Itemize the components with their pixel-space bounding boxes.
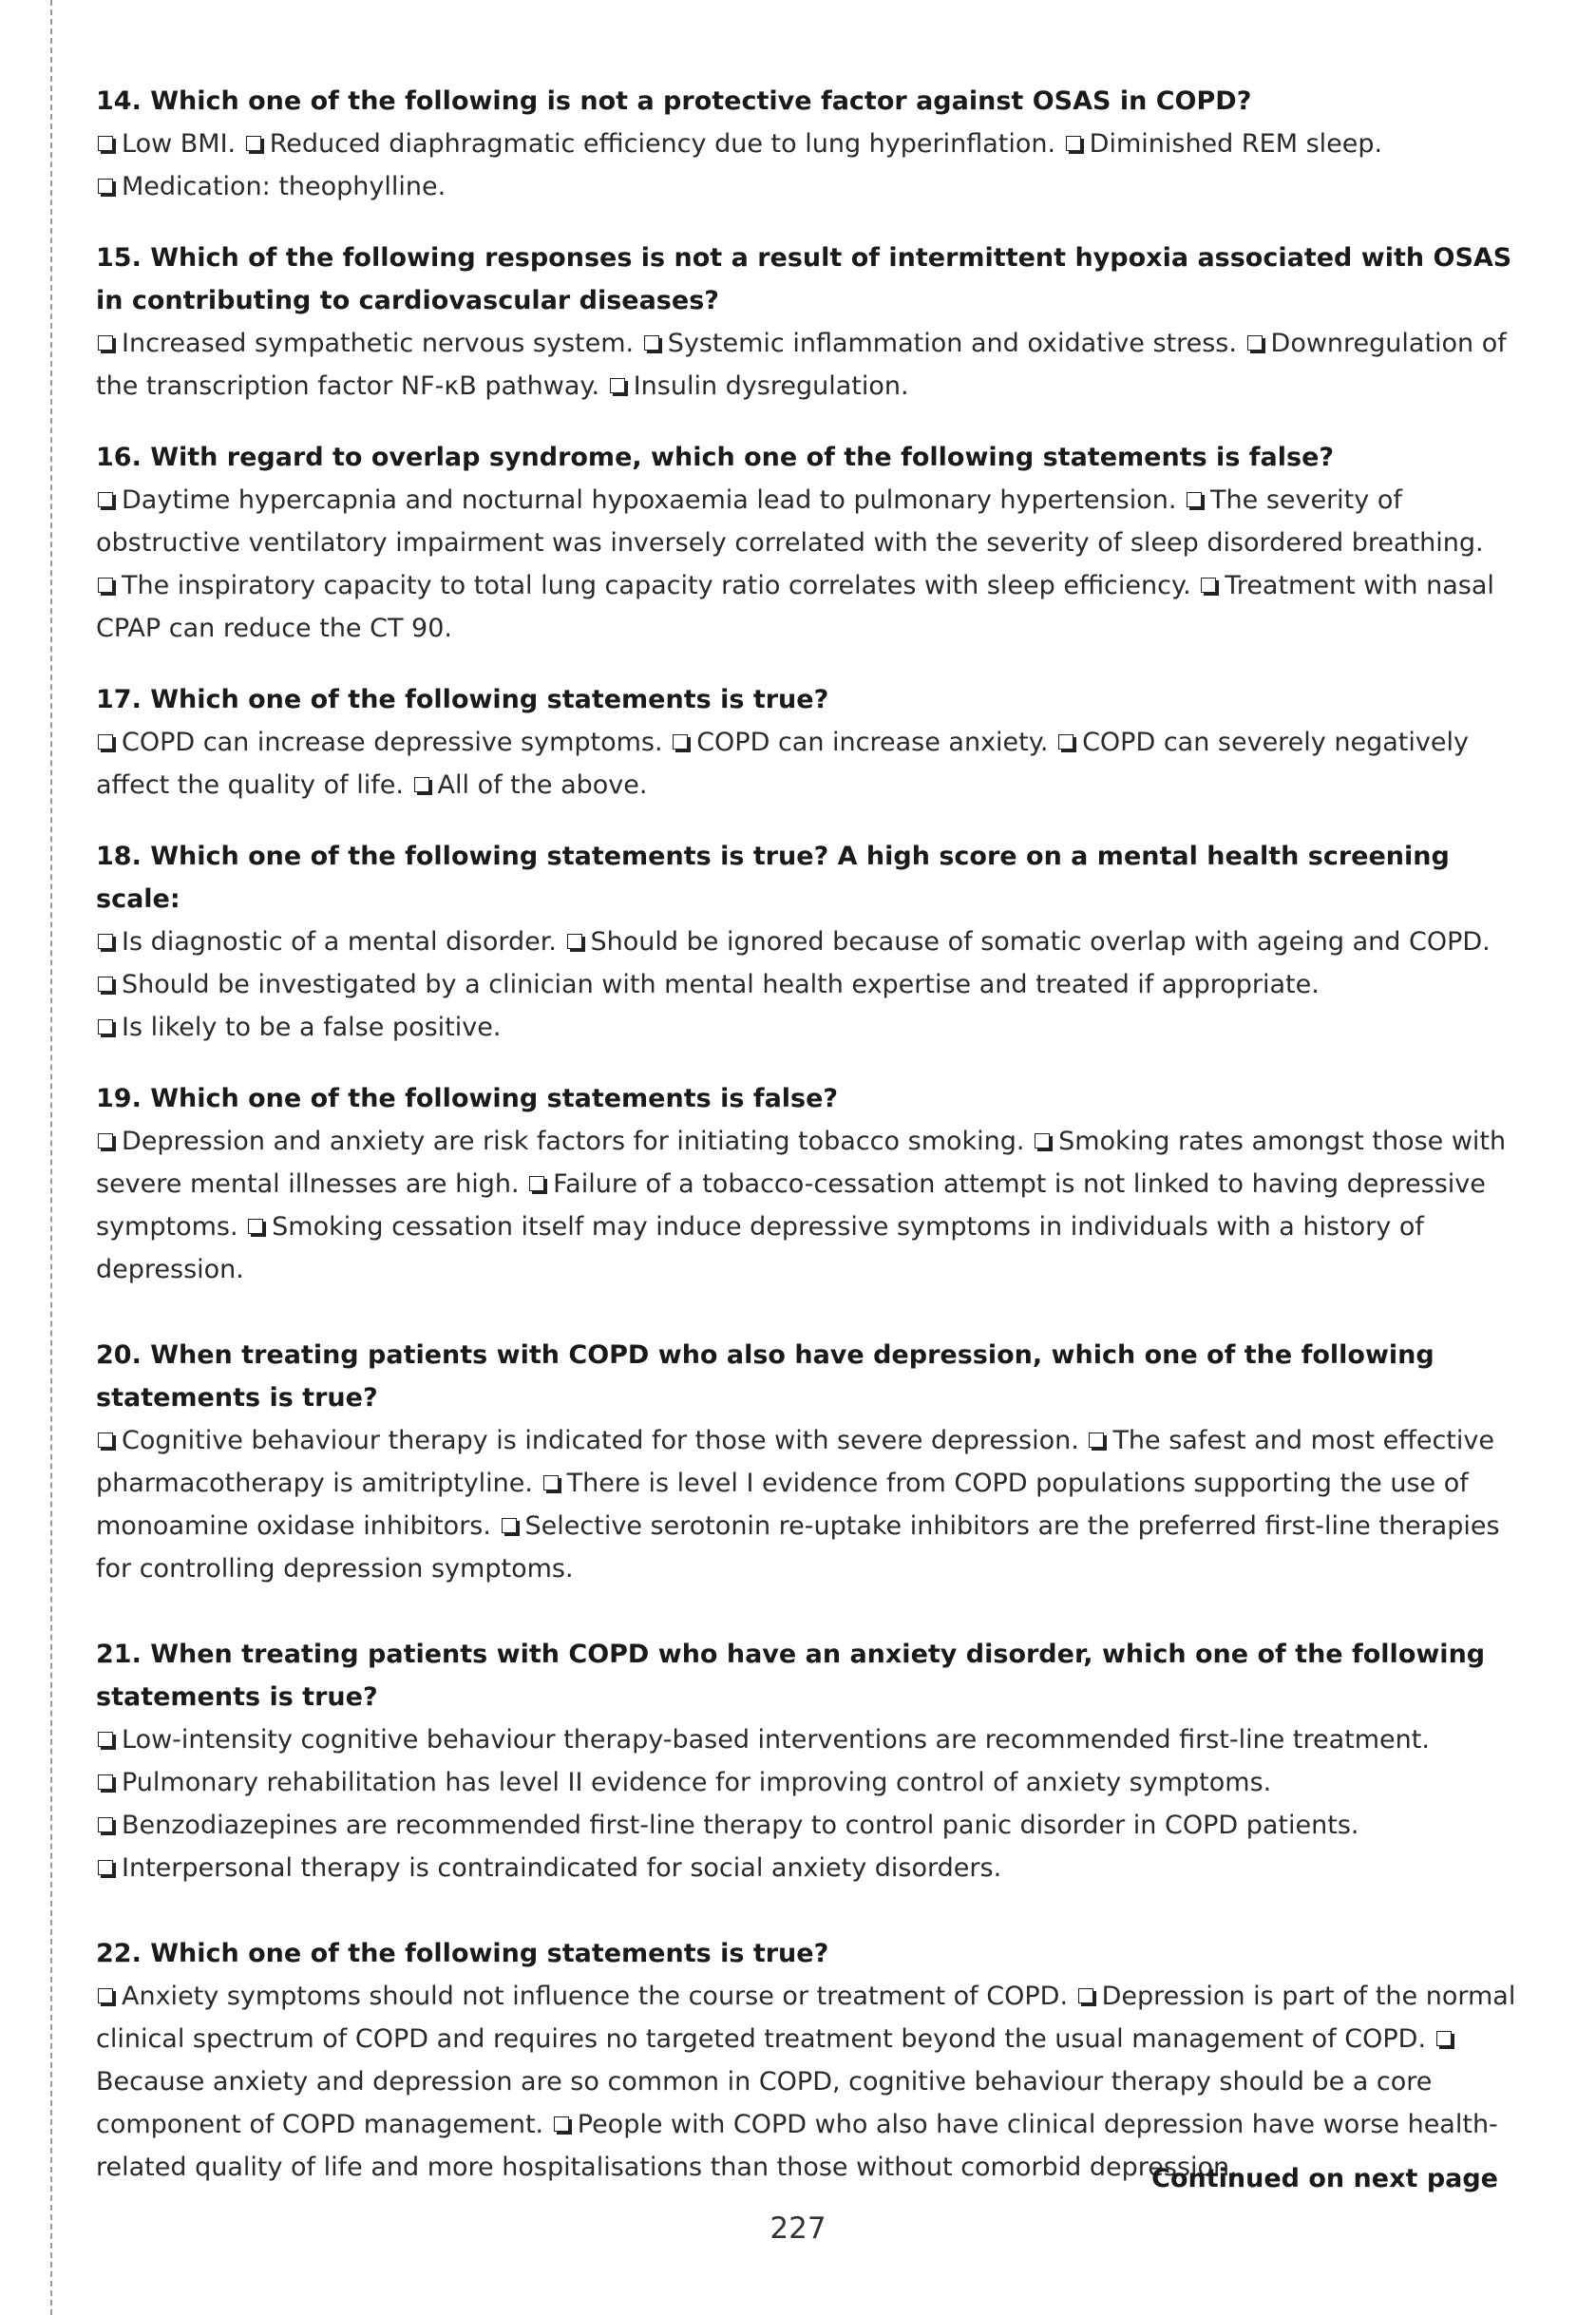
checkbox-icon[interactable]	[1436, 2031, 1452, 2046]
answer-option-text: Because anxiety and depression are so common in COPD, cognitive behaviour therapy should be a core component of COPD management.	[96, 2067, 1433, 2139]
answer-option-text: The inspiratory capacity to total lung capacity ratio correlates with sleep efficiency.	[122, 571, 1191, 600]
answer-option-text: The safest and most effective pharmacotherapy is amitriptyline.	[96, 1426, 1494, 1498]
option-line	[96, 721, 1521, 806]
answer-option-text: Failure of a tobacco-cessation attempt is not linked to having depressive symptoms.	[96, 1169, 1486, 1242]
answer-option[interactable]	[96, 1768, 1271, 1797]
checkbox-icon[interactable]	[1058, 734, 1074, 750]
checkbox-icon[interactable]	[98, 1433, 113, 1448]
option-line	[96, 322, 1521, 408]
option-line	[96, 920, 1521, 1006]
quiz-content	[96, 80, 1521, 2217]
answer-option[interactable]	[412, 770, 648, 800]
question-block	[96, 1633, 1521, 1889]
question-title: 17. Which one of the following statements is true?	[96, 685, 829, 714]
answer-option[interactable]	[565, 927, 1491, 957]
answer-options	[96, 1419, 1521, 1590]
answer-options	[96, 123, 1521, 208]
answer-option-text: Low-intensity cognitive behaviour therapy-based interventions are recommended first-line treatment.	[122, 1725, 1430, 1755]
question-block	[96, 1077, 1521, 1291]
answer-option-text: Benzodiazepines are recommended first-line therapy to control panic disorder in COPD patients.	[122, 1811, 1359, 1840]
option-line	[96, 1975, 1521, 2189]
answer-option-text: Should be ignored because of somatic overlap with ageing and COPD.	[590, 927, 1491, 957]
question-block	[96, 1932, 1521, 2189]
continued-note: Continued on next page	[1151, 2164, 1498, 2193]
checkbox-icon[interactable]	[98, 1988, 113, 2003]
checkbox-icon[interactable]	[1066, 136, 1081, 151]
answer-options	[96, 920, 1521, 1049]
checkbox-icon[interactable]	[246, 136, 261, 151]
answer-option[interactable]	[96, 485, 1176, 515]
answer-option[interactable]	[671, 728, 1048, 757]
checkbox-icon[interactable]	[1187, 492, 1202, 507]
checkbox-icon[interactable]	[1247, 335, 1263, 351]
answer-options	[96, 1120, 1521, 1291]
option-line	[96, 1006, 1521, 1049]
answer-option-text: Daytime hypercapnia and nocturnal hypoxaemia lead to pulmonary hypertension.	[122, 485, 1177, 515]
answer-option-text: COPD can increase anxiety.	[696, 728, 1049, 757]
answer-option[interactable]	[96, 970, 1320, 999]
answer-option[interactable]	[96, 1127, 1024, 1156]
question-block	[96, 80, 1521, 208]
question-title: 21. When treating patients with COPD who have an anxiety disorder, which one of the following statements is true?	[96, 1640, 1486, 1712]
answer-option[interactable]	[96, 927, 557, 957]
answer-option[interactable]	[244, 129, 1055, 159]
answer-options	[96, 322, 1521, 408]
answer-option-text: Is diagnostic of a mental disorder.	[122, 927, 557, 957]
checkbox-icon[interactable]	[502, 1518, 517, 1533]
checkbox-icon[interactable]	[543, 1475, 559, 1490]
answer-option-text: Selective serotonin re-uptake inhibitors are the preferred first-line therapies for controlling depression symptoms.	[96, 1511, 1500, 1584]
option-line	[96, 1419, 1521, 1590]
answer-option-text: Depression and anxiety are risk factors for initiating tobacco smoking.	[122, 1127, 1025, 1156]
checkbox-icon[interactable]	[1078, 1988, 1093, 2003]
answer-option-text: Increased sympathetic nervous system.	[122, 329, 635, 358]
answer-option[interactable]	[96, 728, 663, 757]
answer-option-text: Depression is part of the normal clinical spectrum of COPD and requires no targeted treatment beyond the usual management of COPD.	[96, 1982, 1516, 2054]
checkbox-icon[interactable]	[98, 578, 113, 593]
answer-option-text: The severity of obstructive ventilatory impairment was inversely correlated with the severity of sleep disordered breathing.	[96, 485, 1484, 558]
question-block	[96, 1334, 1521, 1590]
question-title: 22. Which one of the following statements is true?	[96, 1939, 829, 1968]
option-line	[96, 1718, 1521, 1761]
question-block	[96, 436, 1521, 650]
question-title: 16. With regard to overlap syndrome, which one of the following statements is false?	[96, 443, 1335, 472]
answer-option[interactable]	[608, 371, 909, 401]
answer-option-text: Downregulation of the transcription factor NF-κB pathway.	[96, 329, 1507, 401]
checkbox-icon[interactable]	[98, 335, 113, 351]
answer-option[interactable]	[96, 1013, 501, 1042]
checkbox-icon[interactable]	[1201, 578, 1216, 593]
checkbox-icon[interactable]	[1089, 1433, 1104, 1448]
checkbox-icon[interactable]	[98, 977, 113, 992]
checkbox-icon[interactable]	[98, 1133, 113, 1148]
checkbox-icon[interactable]	[529, 1176, 544, 1191]
option-line	[96, 123, 1521, 165]
answer-option-text: People with COPD who also have clinical depression have worse health-related quality of life and more hospitalisations than those without comorbid depression.	[96, 2110, 1498, 2182]
answer-option-text: Is likely to be a false positive.	[122, 1013, 502, 1042]
answer-option-text: Medication: theophylline.	[122, 172, 446, 201]
answer-option[interactable]	[96, 1853, 1001, 1883]
checkbox-icon[interactable]	[98, 179, 113, 194]
checkbox-icon[interactable]	[644, 335, 659, 351]
option-line	[96, 1804, 1521, 1847]
answer-option[interactable]	[96, 1725, 1430, 1755]
question-title: 19. Which one of the following statements is false?	[96, 1084, 839, 1113]
answer-option-text: Pulmonary rehabilitation has level II evidence for improving control of anxiety symptoms.	[122, 1768, 1272, 1797]
checkbox-icon[interactable]	[98, 1860, 113, 1875]
checkbox-icon[interactable]	[1035, 1133, 1050, 1148]
answer-option-text: Smoking cessation itself may induce depressive symptoms in individuals with a history of depression.	[96, 1212, 1424, 1284]
answer-option[interactable]	[642, 329, 1237, 358]
checkbox-icon[interactable]	[567, 934, 582, 949]
page-edge-dashed-line	[50, 0, 52, 2315]
answer-option-text: Systemic inflammation and oxidative stress.	[667, 329, 1237, 358]
answer-option[interactable]	[96, 1212, 1424, 1284]
answer-option-text: Smoking rates amongst those with severe mental illnesses are high.	[96, 1127, 1507, 1199]
checkbox-icon[interactable]	[98, 734, 113, 750]
answer-option-text: Reduced diaphragmatic efficiency due to lung hyperinflation.	[269, 129, 1056, 159]
question-title: 15. Which of the following responses is not a result of intermittent hypoxia associated with OSAS in contributing to cardiovascular diseases?	[96, 243, 1512, 315]
answer-option[interactable]	[1064, 129, 1382, 159]
answer-options	[96, 1975, 1521, 2189]
checkbox-icon[interactable]	[610, 378, 625, 393]
option-line	[96, 1847, 1521, 1889]
checkbox-icon[interactable]	[554, 2116, 569, 2132]
answer-options	[96, 1718, 1521, 1889]
answer-options	[96, 721, 1521, 806]
question-block	[96, 237, 1521, 408]
answer-option[interactable]	[96, 1982, 1068, 2011]
answer-options	[96, 479, 1521, 650]
checkbox-icon[interactable]	[98, 1774, 113, 1790]
answer-option-text: Low BMI.	[122, 129, 237, 159]
checkbox-icon[interactable]	[98, 492, 113, 507]
checkbox-icon[interactable]	[98, 136, 113, 151]
option-line	[96, 479, 1521, 564]
answer-option[interactable]	[96, 329, 634, 358]
question-title: 20. When treating patients with COPD who also have depression, which one of the following statements is true?	[96, 1340, 1434, 1413]
answer-option-text: There is level I evidence from COPD populations supporting the use of monoamine oxidase inhibitors.	[96, 1469, 1469, 1541]
option-line	[96, 1761, 1521, 1804]
answer-option-text: COPD can severely negatively affect the quality of life.	[96, 728, 1469, 800]
page-number: 227	[770, 2211, 826, 2246]
answer-option[interactable]	[96, 1811, 1358, 1840]
answer-option-text: Insulin dysregulation.	[633, 371, 909, 401]
option-line	[96, 1120, 1521, 1291]
checkbox-icon[interactable]	[98, 1732, 113, 1747]
answer-option[interactable]	[96, 1426, 1079, 1455]
answer-option-text: Diminished REM sleep.	[1089, 129, 1383, 159]
checkbox-icon[interactable]	[98, 934, 113, 949]
checkbox-icon[interactable]	[98, 1019, 113, 1034]
checkbox-icon[interactable]	[414, 777, 429, 792]
question-title: 18. Which one of the following statements is true? A high score on a mental health screening scale:	[96, 842, 1450, 914]
checkbox-icon[interactable]	[248, 1219, 263, 1234]
question-block	[96, 678, 1521, 806]
question-title: 14. Which one of the following is not a protective factor against OSAS in COPD?	[96, 86, 1252, 116]
answer-option-text: Treatment with nasal CPAP can reduce the CT 90.	[96, 571, 1494, 643]
checkbox-icon[interactable]	[673, 734, 688, 750]
option-line	[96, 165, 1521, 208]
answer-option[interactable]	[96, 571, 1191, 600]
answer-option-text: Anxiety symptoms should not influence the course or treatment of COPD.	[122, 1982, 1069, 2011]
question-block	[96, 835, 1521, 1049]
answer-option-text: Interpersonal therapy is contraindicated for social anxiety disorders.	[122, 1853, 1002, 1883]
answer-option[interactable]	[96, 129, 236, 159]
answer-option-text: COPD can increase depressive symptoms.	[122, 728, 663, 757]
option-line	[96, 564, 1521, 650]
checkbox-icon[interactable]	[98, 1817, 113, 1832]
answer-option-text: Should be investigated by a clinician with mental health expertise and treated if appropriate.	[122, 970, 1320, 999]
answer-option-text: Cognitive behaviour therapy is indicated for those with severe depression.	[122, 1426, 1079, 1455]
answer-option-text: All of the above.	[437, 770, 648, 800]
answer-option[interactable]	[96, 172, 446, 201]
